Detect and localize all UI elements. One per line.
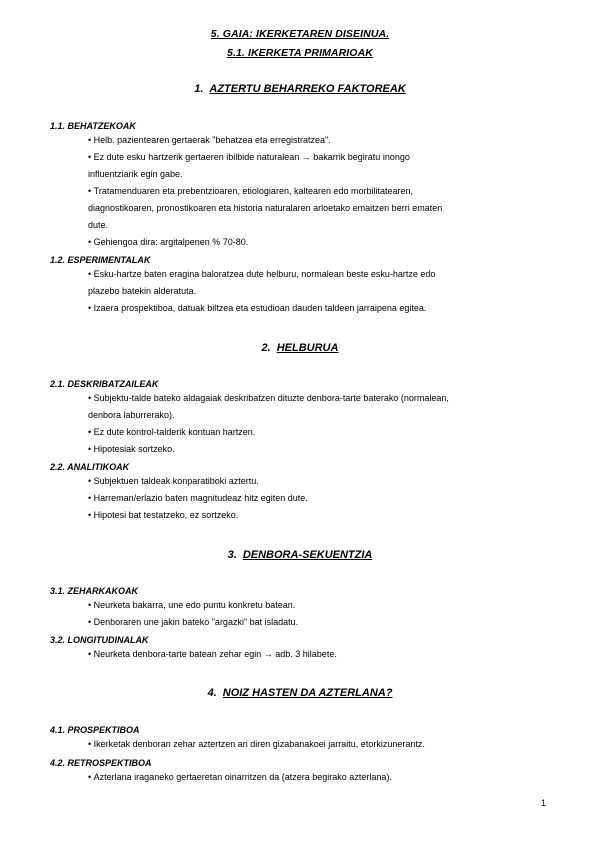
bullet-item: • Harreman/erlazio baten magnitudeaz hitz egiten dute.	[88, 490, 553, 507]
bullet-item: • Azterlana iraganeko gertaeretan oinarritzen da (atzera begirako azterlana).	[88, 769, 553, 786]
bullet-continuation: influentziarik egin gabe.	[88, 169, 183, 179]
section-number: 2.	[261, 342, 271, 354]
section-number: 4.	[207, 687, 217, 699]
bullet-item: • Ez dute kontrol-talderik kontuan hartzen.	[88, 424, 553, 441]
section-2-heading	[0, 342, 600, 354]
bullet-item: • Ez dute esku hartzerik gertaeren ibilbide naturalean → bakarrik begiratu inongo	[88, 149, 553, 166]
section-title: DENBORA-SEKUENTZIA	[242, 549, 373, 561]
subsection-label: 1.1. BEHATZEKOAK	[50, 121, 136, 131]
bullet-continuation: plazebo batekin alderatuta.	[88, 286, 197, 296]
section-title: NOIZ HASTEN DA AZTERLANA?	[222, 687, 393, 699]
subsection-label: 4.1. PROSPEKTIBOA	[50, 725, 140, 735]
bullet-item: • Izaera prospektiboa, datuak biltzea eta estudioan dauden taldeen jarraipena egitea.	[88, 300, 553, 317]
bullet-item: • Denboraren une jakin bateko "argazki" bat isladatu.	[88, 614, 553, 631]
section-title: AZTERTU BEHARREKO FAKTOREAK	[209, 83, 406, 95]
subsection-label: 1.2. ESPERIMENTALAK	[50, 255, 151, 265]
section-number: 3.	[227, 549, 237, 561]
bullet-item: • Tratamenduaren eta prebentzioaren, etiologiaren, kaltearen edo morbilitatearen,	[88, 183, 553, 200]
bullet-continuation: diagnostikoaren, pronostikoaren eta historia naturalaren arloetako emaitzen berri ematen	[88, 203, 443, 213]
bullet-continuation: denbora laburrerako).	[88, 410, 175, 420]
section-title: HELBURUA	[276, 342, 339, 354]
subsection-label: 3.1. ZEHARKAKOAK	[50, 586, 139, 596]
bullet-item: • Ikerketak denboran zehar aztertzen ari diren gizabanakoei jarraitu, etorkizunerantz.	[88, 736, 553, 753]
section-1-heading	[0, 83, 600, 95]
bullet-item: • Subjektuen taldeak konparatiboki aztertu.	[88, 473, 553, 490]
bullet-item: • Hipotesi bat testatzeko, ez sortzeko.	[88, 507, 553, 524]
bullet-item: • Hipotesiak sortzeko.	[88, 441, 553, 458]
section-4-heading	[0, 687, 600, 699]
section-3-heading	[0, 549, 600, 561]
bullet-item: • Subjektu-talde bateko aldagaiak deskribatzen dituzte denbora-tarte baterako (normalean,	[88, 390, 553, 407]
bullet-item: • Helb. pazientearen gertaerak "behatzea eta erregistratzea".	[88, 132, 553, 149]
subsection-label: 2.1. DESKRIBATZAILEAK	[50, 379, 159, 389]
page-number: 1	[540, 798, 546, 808]
subsection-label: 2.2. ANALITIKOAK	[50, 462, 130, 472]
section-number: 1.	[194, 83, 204, 95]
subsection-label: 3.2. LONGITUDINALAK	[50, 635, 149, 645]
bullet-item: • Neurketa denbora-tarte batean zehar egin → adb. 3 hilabete.	[88, 646, 553, 663]
subsection-label: 4.2. RETROSPEKTIBOA	[50, 758, 152, 768]
doc-title-line2: 5.1. IKERKETA PRIMARIOAK	[227, 47, 373, 59]
bullet-item: • Esku-hartze baten eragina baloratzea dute helburu, normalean beste esku-hartze edo	[88, 266, 553, 283]
bullet-continuation: dute.	[88, 220, 109, 230]
bullet-item: • Neurketa bakarra, une edo puntu konkretu batean.	[88, 597, 553, 614]
bullet-item: • Gehiengoa dira: argitalpenen % 70-80.	[88, 234, 553, 251]
doc-title-line1: 5. GAIA: IKERKETAREN DISEINUA.	[210, 28, 390, 40]
